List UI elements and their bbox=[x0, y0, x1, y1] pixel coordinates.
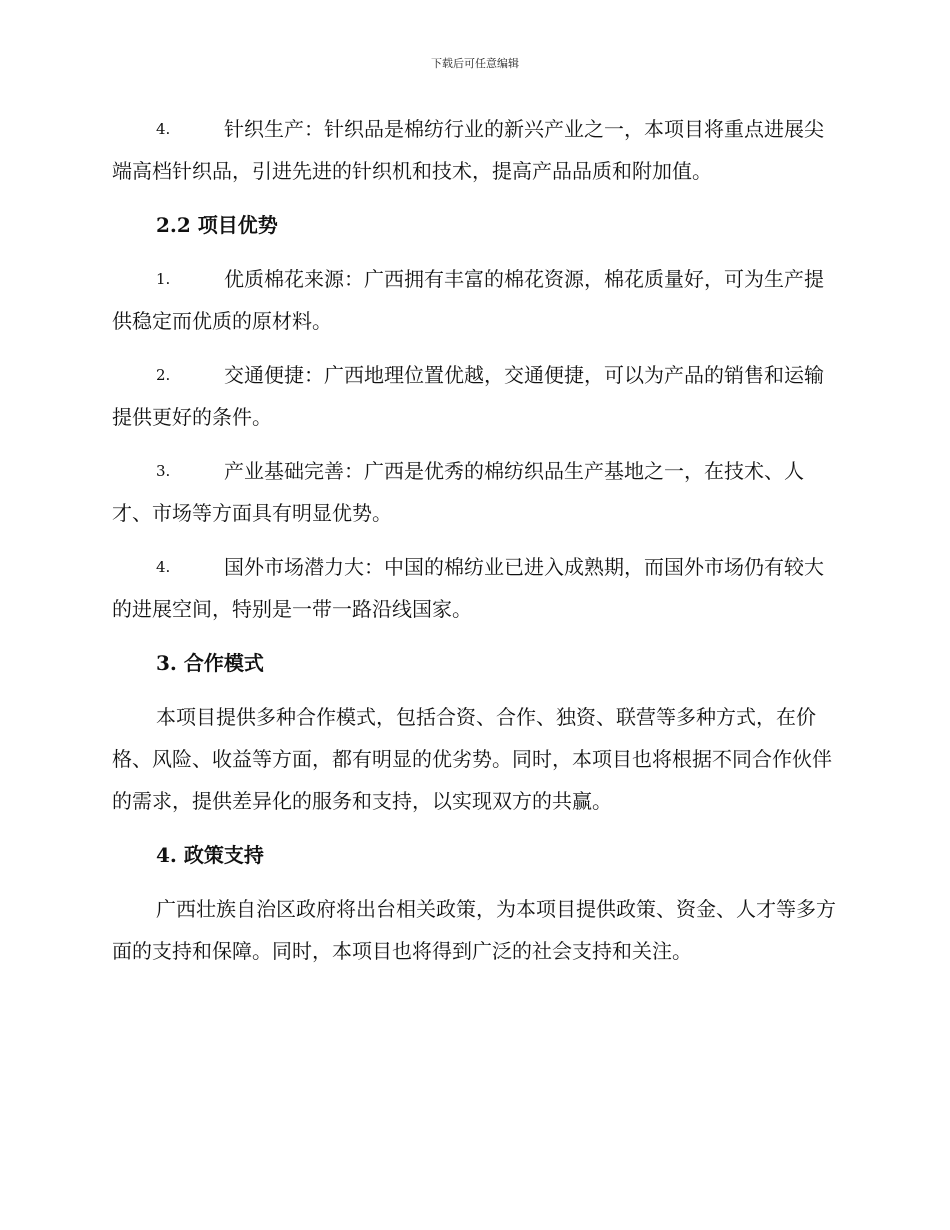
document-body bbox=[112, 108, 838, 972]
list-item-number: 4. bbox=[156, 558, 171, 576]
list-item-text: 优质棉花来源：广西拥有丰富的棉花资源，棉花质量好，可为生产提供稳定而优质的原材料。 bbox=[112, 267, 824, 333]
section-paragraph: 广西壮族自治区政府将出台相关政策，为本项目提供政策、资金、人才等多方面的支持和保障。同时，本项目也将得到广泛的社会支持和关注。 bbox=[112, 897, 836, 963]
list-item-text: 针织生产：针织品是棉纺行业的新兴产业之一，本项目将重点进展尖端高档针织品，引进先进的针织机和技术，提高产品品质和附加值。 bbox=[112, 117, 824, 183]
list-item-text: 交通便捷：广西地理位置优越，交通便捷，可以为产品的销售和运输提供更好的条件。 bbox=[112, 363, 824, 429]
list-item bbox=[112, 450, 838, 534]
list-item-number: 1. bbox=[156, 270, 171, 288]
section-paragraph: 本项目提供多种合作模式，包括合资、合作、独资、联营等多种方式，在价格、风险、收益等方面，都有明显的优劣势。同时，本项目也将根据不同合作伙伴的需求，提供差异化的服务和支持，以实现双方的共赢。 bbox=[112, 705, 832, 813]
list-item-number: 2. bbox=[156, 366, 171, 384]
section-heading-4: 4. 政策支持 bbox=[156, 843, 264, 867]
list-item bbox=[112, 546, 838, 630]
list-item-number: 4. bbox=[156, 120, 171, 138]
list-item bbox=[112, 258, 838, 342]
page-header: 下载后可任意编辑 bbox=[431, 57, 519, 70]
section-heading-2-2: 2.2 项目优势 bbox=[156, 213, 278, 237]
list-item-text: 国外市场潜力大：中国的棉纺业已进入成熟期，而国外市场仍有较大的进展空间，特别是一带一路沿线国家。 bbox=[112, 555, 824, 621]
section-heading-3: 3. 合作模式 bbox=[156, 651, 264, 675]
list-item bbox=[112, 108, 838, 192]
list-item-text: 产业基础完善：广西是优秀的棉纺织品生产基地之一，在技术、人才、市场等方面具有明显优势。 bbox=[112, 459, 804, 525]
list-item-number: 3. bbox=[156, 462, 171, 480]
list-item bbox=[112, 354, 838, 438]
